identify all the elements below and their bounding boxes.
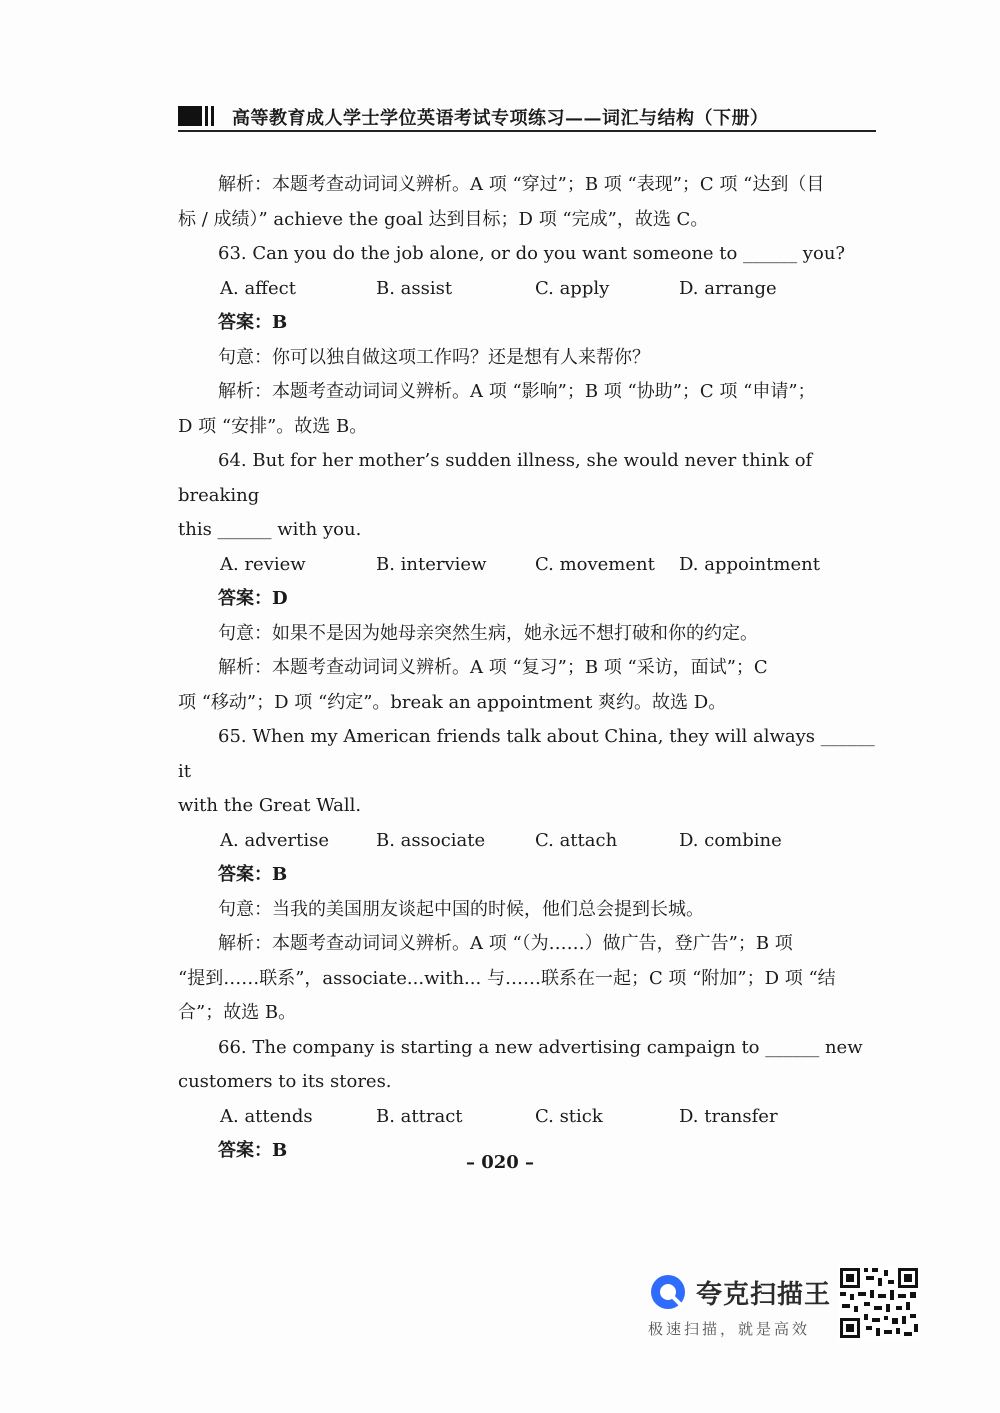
q63-analysis-line2: D 项 “安排”。故选 B。: [178, 415, 368, 437]
q66-option-a: A. attends: [220, 1105, 313, 1127]
q65-options: [178, 824, 878, 859]
q63-answer: 答案：B: [218, 312, 288, 333]
scanner-watermark: [646, 1268, 836, 1340]
q65-option-c: C. attach: [535, 829, 618, 851]
header-title: 高等教育成人学士学位英语考试专项练习——词汇与结构（下册）: [232, 108, 769, 129]
q64-option-d: D. appointment: [679, 553, 820, 575]
q62-analysis-line2: 标 / 成绩）” achieve the goal 达到目标；D 项 “完成”，故选 C。: [178, 208, 709, 230]
q64-analysis-line1: 解析：本题考查动词词义辨析。A 项 “复习”；B 项 “采访，面试”；C: [218, 657, 768, 678]
q63-option-a: A. affect: [220, 277, 296, 299]
q65-meaning: 句意：当我的美国朋友谈起中国的时候，他们总会提到长城。: [218, 898, 704, 920]
q64-stem-line2: this ______ with you.: [178, 519, 362, 540]
q64-option-b: B. interview: [376, 553, 487, 575]
q64-stem-line1: 64. But for her mother’s sudden illness, she would never think of breaking: [178, 450, 813, 506]
q63-option-c: C. apply: [535, 277, 610, 299]
q66-stem-line2: customers to its stores.: [178, 1071, 392, 1092]
scanner-brand-name: 夸克扫描王: [696, 1280, 832, 1310]
q63-analysis-line1: 解析：本题考查动词词义辨析。A 项 “影响”；B 项 “协助”；C 项 “申请”；: [218, 381, 816, 402]
running-header: [178, 102, 876, 132]
q65-stem-line2: with the Great Wall.: [178, 795, 362, 816]
q64-option-a: A. review: [220, 553, 306, 575]
q63-stem: 63. Can you do the job alone, or do you want someone to ______ you?: [218, 243, 846, 264]
q65-analysis-line2: “提到……联系”，associate...with... 与……联系在一起；C 项 “附加”；D 项 “结: [178, 967, 836, 989]
q66-stem-line1: 66. The company is starting a new advertising campaign to ______ new: [218, 1036, 863, 1058]
q66-option-c: C. stick: [535, 1105, 603, 1127]
q65-option-d: D. combine: [679, 829, 782, 851]
header-bars-decoration: [178, 106, 214, 126]
page-content: [178, 168, 878, 1169]
q66-options: [178, 1100, 878, 1135]
q64-options: [178, 548, 878, 583]
q64-analysis-line2: 项 “移动”；D 项 “约定”。break an appointment 爽约。故选 D。: [178, 691, 727, 713]
page-number: – 020 –: [465, 1152, 535, 1173]
q66-option-b: B. attract: [376, 1105, 463, 1127]
q62-analysis-line1: 解析：本题考查动词词义辨析。A 项 “穿过”；B 项 “表现”；C 项 “达到（目: [218, 174, 825, 195]
q63-options: [178, 272, 878, 307]
q66-answer: 答案：B: [218, 1140, 288, 1161]
q63-option-b: B. assist: [376, 277, 453, 299]
q65-option-b: B. associate: [376, 829, 486, 851]
q65-answer: 答案：B: [218, 864, 288, 885]
q64-answer: 答案：D: [218, 588, 288, 609]
q65-option-a: A. advertise: [220, 829, 330, 851]
scanner-slogan: 极速扫描，就是高效: [648, 1320, 811, 1338]
q65-analysis-line3: 合”；故选 B。: [178, 1002, 297, 1023]
qr-code-icon: [838, 1266, 920, 1340]
q64-meaning: 句意：如果不是因为她母亲突然生病，她永远不想打破和你的约定。: [218, 622, 758, 644]
q63-meaning: 句意：你可以独自做这项工作吗？还是想有人来帮你？: [218, 346, 650, 368]
q64-option-c: C. movement: [535, 553, 655, 575]
q66-option-d: D. transfer: [679, 1105, 778, 1127]
q63-option-d: D. arrange: [679, 277, 777, 299]
q65-analysis-line1: 解析：本题考查动词词义辨析。A 项 “（为……）做广告，登广告”；B 项: [218, 933, 793, 954]
scanner-logo-icon: [648, 1272, 688, 1312]
q65-stem-line1: 65. When my American friends talk about China, they will always ______ it: [178, 726, 875, 782]
